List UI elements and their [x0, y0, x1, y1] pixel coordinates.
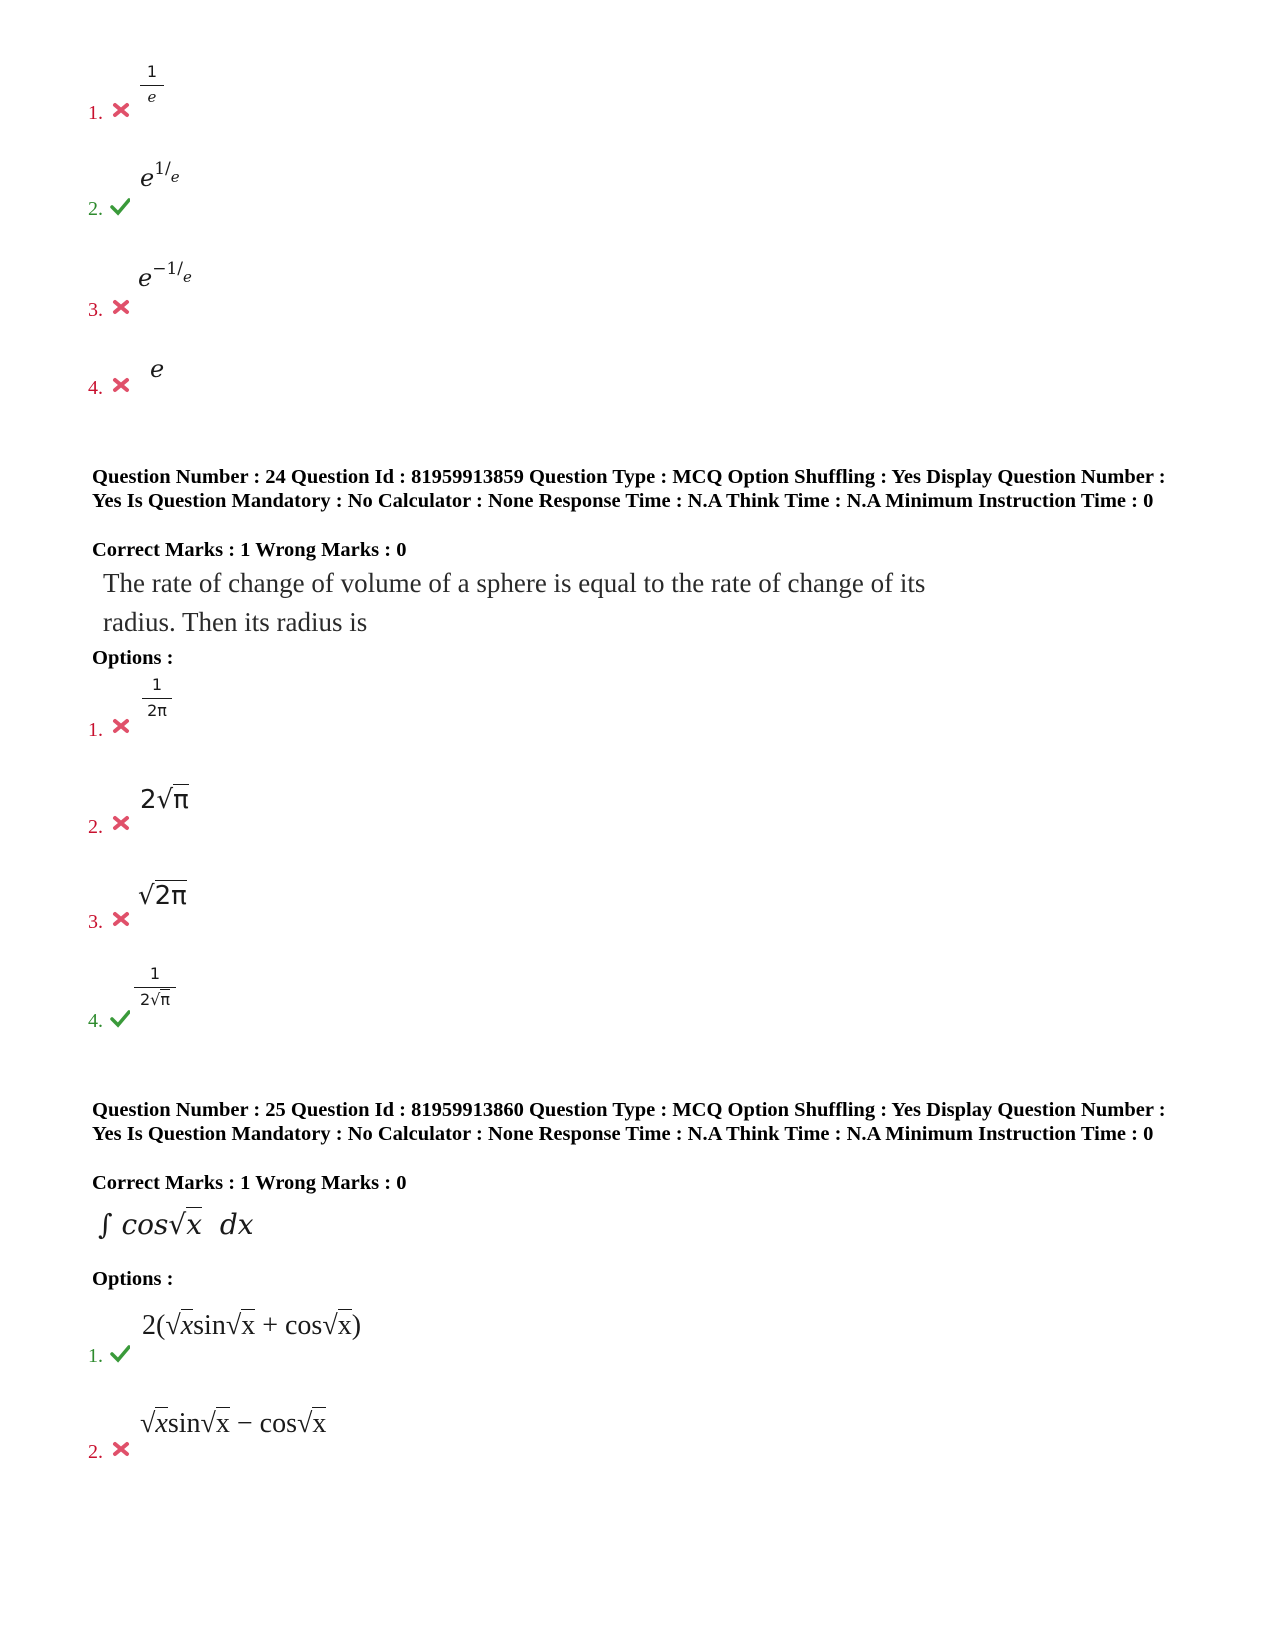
question-marks: Correct Marks : 1 Wrong Marks : 0: [92, 539, 407, 561]
exponent-numerator: 1: [154, 159, 166, 179]
integrand-function: cos: [121, 1208, 169, 1241]
expression-coefficient: 2: [140, 785, 157, 815]
radicand: x: [312, 1408, 327, 1439]
operator: −: [229, 1408, 260, 1439]
fraction-numerator: 1: [146, 62, 158, 81]
question-expression: ∫ cos√x dx: [98, 1208, 254, 1241]
option-fraction: [134, 964, 176, 1009]
function-name: sin: [193, 1310, 226, 1341]
wrong-icon: [111, 909, 131, 929]
wrong-icon: [111, 813, 131, 833]
option-expression: $e^{-1/e}$: [138, 259, 192, 292]
options-label: Options :: [92, 647, 174, 669]
option-expression: √2π: [138, 881, 187, 911]
radicand: π: [173, 785, 189, 815]
integrand-variable: x: [186, 1208, 203, 1241]
integral-sign: ∫: [98, 1208, 113, 1241]
expression-prefix: 2(: [142, 1310, 166, 1341]
option-number: 1.: [88, 102, 103, 124]
question-meta: Question Number : 24 Question Id : 81959913859 Question Type : MCQ Option Shuffling : Yes Display Question Number : Yes Is Question Mandatory : No Calculator : None Response Time : N.A Think Time : N.A Minimum Instruction Time : 0: [92, 466, 1166, 512]
options-label: Options :: [92, 1268, 174, 1290]
question-marks: Correct Marks : 1 Wrong Marks : 0: [92, 1172, 407, 1194]
radicand: π: [160, 990, 171, 1009]
fraction-denominator: 2π: [147, 701, 167, 720]
option-number: 1.: [88, 719, 103, 741]
option-expression: 2√π: [140, 785, 189, 815]
question-text: [103, 564, 925, 642]
option-number: 1.: [88, 1345, 103, 1367]
option-number: 2.: [88, 1441, 103, 1463]
option-number: 4.: [88, 377, 103, 399]
operator: +: [255, 1310, 285, 1341]
option-expression: e: [150, 355, 165, 383]
option-number: 2.: [88, 198, 103, 220]
function-name: cos: [259, 1408, 297, 1439]
radicand: x: [241, 1310, 256, 1341]
function-name: cos: [285, 1310, 323, 1341]
check-icon: [110, 196, 130, 216]
question-text-line: The rate of change of volume of a sphere is equal to the rate of change of its: [103, 568, 926, 598]
wrong-icon: [111, 297, 131, 317]
exponent-denominator: e: [183, 268, 192, 286]
radicand: x: [180, 1310, 194, 1341]
option-number: 3.: [88, 299, 103, 321]
option-fraction: [140, 62, 164, 106]
expression-suffix: ): [351, 1310, 362, 1341]
option-expression: $e^{1/e}$: [140, 159, 180, 192]
expression-base: e: [138, 264, 153, 292]
wrong-icon: [111, 375, 131, 395]
option-fraction: [142, 675, 172, 720]
exponent-denominator: e: [170, 168, 180, 186]
expression-base: e: [140, 164, 155, 192]
option-expression: √xsin√x − cos√x: [140, 1408, 327, 1439]
question-meta: Question Number : 25 Question Id : 81959913860 Question Type : MCQ Option Shuffling : Yes Display Question Number : Yes Is Question Mandatory : No Calculator : None Response Time : N.A Think Time : N.A Minimum Instruction Time : 0: [92, 1099, 1166, 1145]
wrong-icon: [111, 1439, 131, 1459]
wrong-icon: [111, 100, 131, 120]
check-icon: [110, 1008, 130, 1028]
wrong-icon: [111, 716, 131, 736]
radicand: x: [337, 1310, 352, 1341]
option-number: 2.: [88, 816, 103, 838]
radicand: x: [155, 1408, 168, 1439]
denominator-coefficient: 2: [139, 990, 151, 1009]
fraction-numerator: 1: [149, 964, 161, 983]
exponent-numerator: −1: [152, 259, 178, 279]
check-icon: [110, 1343, 130, 1363]
radicand: 2π: [154, 881, 187, 911]
option-number: 4.: [88, 1010, 103, 1032]
option-expression: 2(√xsin√x + cos√x): [142, 1310, 362, 1341]
option-number: 3.: [88, 911, 103, 933]
fraction-numerator: 1: [151, 675, 163, 694]
radicand: x: [215, 1408, 230, 1439]
function-name: sin: [167, 1408, 201, 1439]
fraction-denominator: 2√π: [139, 990, 171, 1009]
question-text-line: radius. Then its radius is: [103, 607, 368, 637]
fraction-denominator: e: [147, 88, 157, 106]
differential: dx: [219, 1208, 254, 1241]
